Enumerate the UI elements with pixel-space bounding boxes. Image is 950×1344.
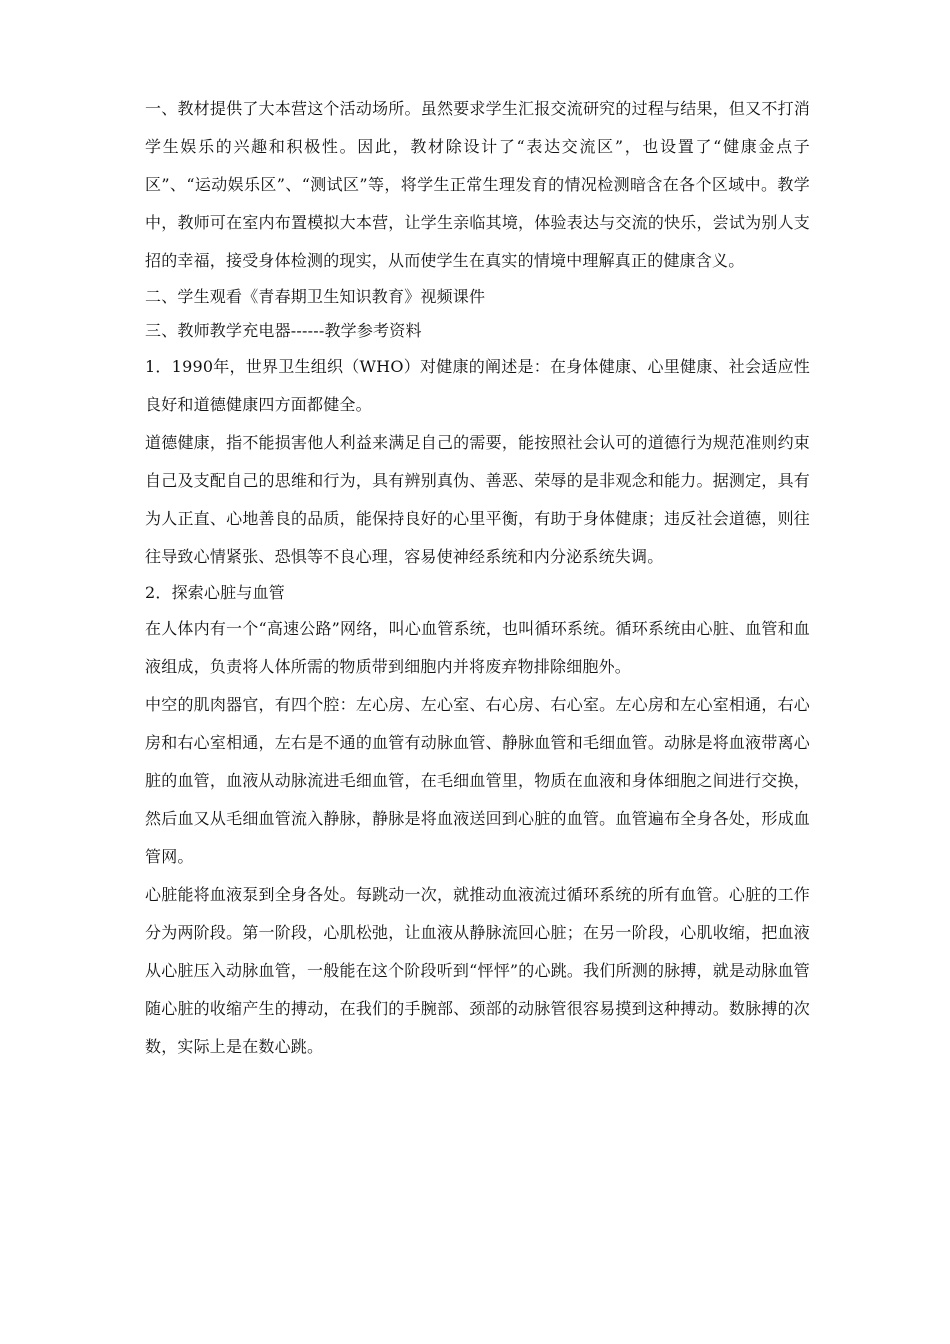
paragraph-video-courseware: 二、学生观看《青春期卫生知识教育》视频课件 xyxy=(145,287,486,306)
document-body xyxy=(145,90,810,1066)
paragraph-moral-health: 道德健康，指不能损害他人利益来满足自己的需要，能按照社会认可的道德行为规范准则约束自己及支配自己的思维和行为，具有辨别真伪、善恶、荣辱的是非观念和能力。据测定，具有为人正直、心地善良的品质，能保持良好的心里平衡，有助于身体健康；违反社会道德，则往往导致心情紧张、恐惧等不良心理，容易使神经系统和内分泌系统失调。 xyxy=(145,433,810,566)
paragraph-heartbeat-pulse: 心脏能将血液泵到全身各处。每跳动一次，就推动血液流过循环系统的所有血管。心脏的工作分为两阶段。第一阶段，心肌松弛，让血液从静脉流回心脏；在另一阶段，心肌收缩，把血液从心脏压入动脉血管，一般能在这个阶段听到“怦怦”的心跳。我们所测的脉搏，就是动脉血管随心脏的收缩产生的搏动，在我们的手腕部、颈部的动脉管很容易摸到这种搏动。数脉搏的次数，实际上是在数心跳。 xyxy=(145,885,810,1056)
paragraph-heart-chambers-vessels: 中空的肌肉器官，有四个腔：左心房、左心室、右心房、右心室。左心房和左心室相通，右心房和右心室相通，左右是不通的血管有动脉血管、静脉血管和毛细血管。动脉是将血液带离心脏的血管，血液从动脉流进毛细血管，在毛细血管里，物质在血液和身体细胞之间进行交换，然后血又从毛细血管流入静脉，静脉是将血液送回到心脏的血管。血管遍布全身各处，形成血管网。 xyxy=(145,695,810,866)
paragraph-circulatory-system: 在人体内有一个“高速公路”网络，叫心血管系统，也叫循环系统。循环系统由心脏、血管和血液组成，负责将人体所需的物质带到细胞内并将废弃物排除细胞外。 xyxy=(145,619,810,676)
paragraph-textbook-camp: 一、教材提供了大本营这个活动场所。虽然要求学生汇报交流研究的过程与结果，但又不打消学生娱乐的兴趣和积极性。因此，教材除设计了“表达交流区”，也设置了“健康金点子区”、“运动娱乐区”、“测试区”等，将学生正常生理发育的情况检测暗含在各个区域中。教学中，教师可在室内布置模拟大本营，让学生亲临其境，体验表达与交流的快乐，尝试为别人支招的幸福，接受身体检测的现实，从而使学生在真实的情境中理解真正的健康含义。 xyxy=(145,99,810,270)
paragraph-teacher-reference-heading: 三、教师教学充电器------教学参考资料 xyxy=(145,321,422,340)
paragraph-heart-vessels-heading: 2．探索心脏与血管 xyxy=(145,583,285,602)
paragraph-who-health-definition: 1．1990年，世界卫生组织（WHO）对健康的阐述是：在身体健康、心里健康、社会适应性良好和道德健康四方面都健全。 xyxy=(145,357,810,414)
